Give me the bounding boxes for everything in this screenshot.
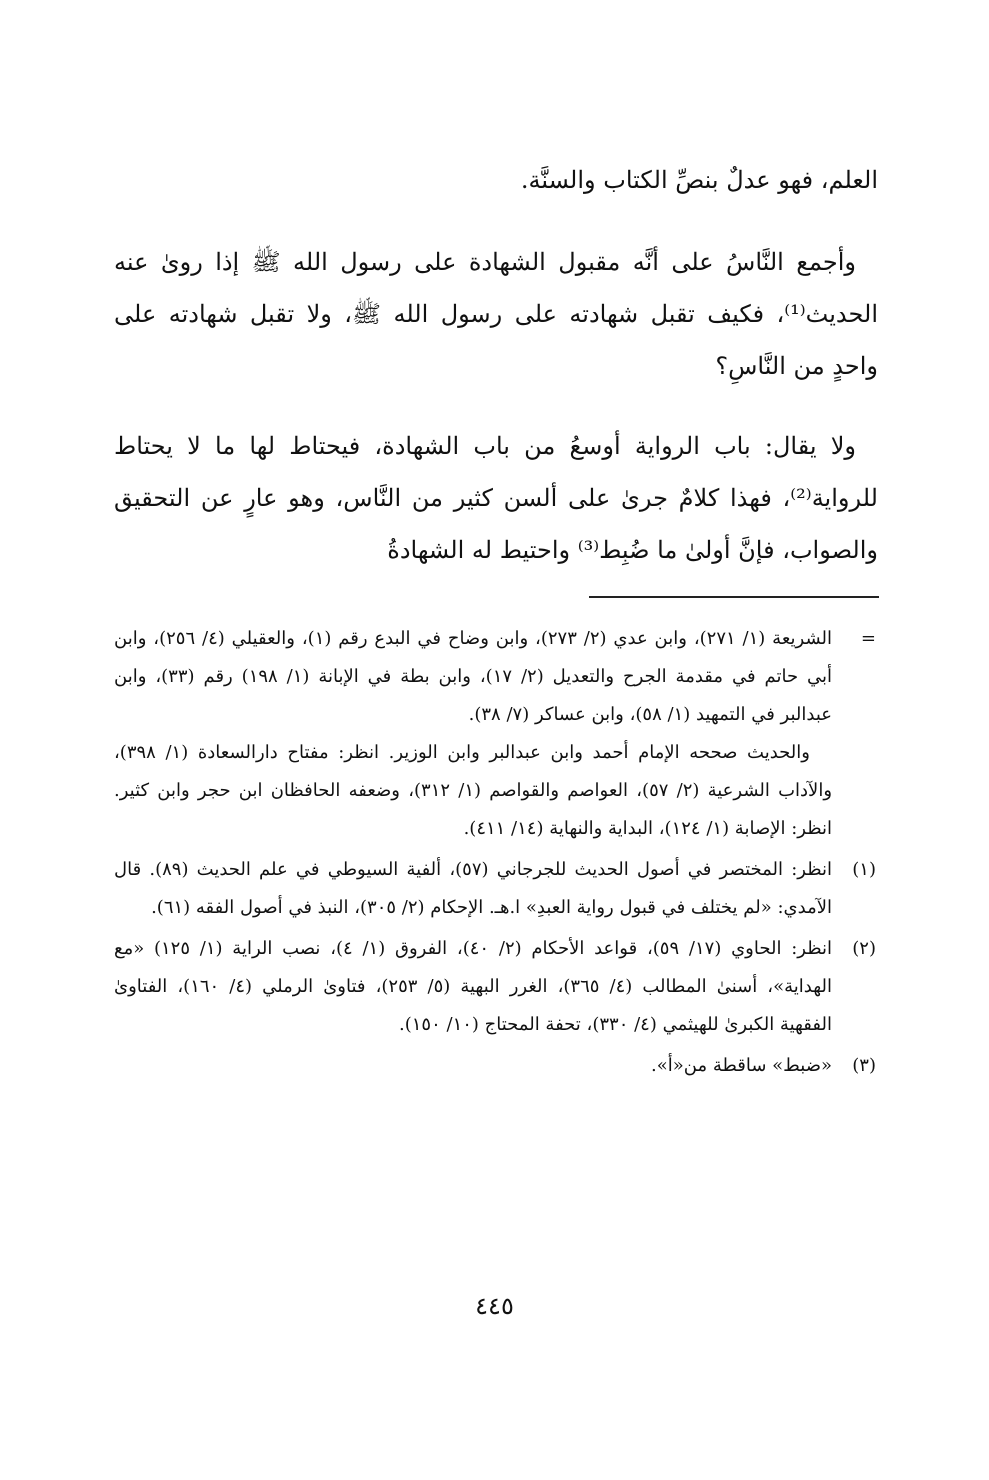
footnote-continuation-paragraph: الشريعة (١/ ٢٧١)، وابن عدي (٢/ ٢٧٣)، وابن وضاح في البدع رقم (١)، والعقيلي (٤/ ٢٥٦)، وابن أبي حاتم في مقدمة الجرح والتعديل (٢/ ١٧)، وابن بطة في الإبانة (١/ ١٩٨) رقم (٣٣)، وابن عبدالبر في التمهيد (١/ ٥٨)، وابن عساكر (٧/ ٣٨). <box>114 628 833 725</box>
continuation-marker: = <box>860 628 876 649</box>
footnote-marker: (٣) <box>852 1055 876 1076</box>
footnote-continuation <box>114 620 876 848</box>
footnote-continuation-paragraph: والحديث صححه الإمام أحمد وابن عبدالبر وابن الوزير. انظر: مفتاح دارالسعادة (١/ ٣٩٨)، والآداب الشرعية (٢/ ٥٧)، العواصم والقواصم (١/ ٣١٢)، وضعفه الحافظان ابن حجر وابن كثير. انظر: الإصابة (١/ ١٢٤)، البداية والنهاية (١٤/ ٤١١). <box>114 742 833 839</box>
footnote-3 <box>114 1047 876 1085</box>
main-paragraph-2 <box>114 236 878 392</box>
footnote-marker: (٢) <box>852 938 876 959</box>
main-paragraph-1 <box>114 154 878 206</box>
footnote-2 <box>114 930 876 1044</box>
footnote-continuation-body <box>114 620 832 848</box>
footnote-1 <box>114 851 876 927</box>
footnotes-section <box>114 620 876 1088</box>
footnote-separator <box>589 596 879 598</box>
page-number: ٤٤٥ <box>475 1292 514 1320</box>
main-paragraph-text: وأجمع النَّاسُ على أنَّه مقبول الشهادة على رسول الله ﷺ إذا روىٰ عنه الحديث⁽¹⁾، فكيف تقبل شهادته على رسول الله ﷺ، ولا تقبل شهادته على واحدٍ من النَّاسِ؟ <box>114 248 878 380</box>
main-paragraph-3 <box>114 420 878 576</box>
footnote-text: انظر: الحاوي (١٧/ ٥٩)، قواعد الأحكام (٢/ ٤٠)، الفروق (١/ ٤)، نصب الراية (١/ ١٢٥) «مع الهداية»، أسنىٰ المطالب (٤/ ٣٦٥)، الغرر البهية (٥/ ٢٥٣)، فتاوىٰ الرملي (٤/ ١٦٠)، الفتاوىٰ الفقهية الكبرىٰ للهيثمي (٤/ ٣٣٠)، تحفة المحتاج (١٠/ ١٥٠). <box>114 938 832 1035</box>
main-paragraph-text: العلم، فهو عدلٌ بنصِّ الكتاب والسنَّة. <box>520 166 878 194</box>
footnote-text: انظر: المختصر في أصول الحديث للجرجاني (٥٧)، ألفية السيوطي في علم الحديث (٨٩). قال الآمدي: «لم يختلف في قبول رواية العبدِ» ا.هـ. الإحكام (٢/ ٣٠٥)، النبذ في أصول الفقه (٦١). <box>114 859 832 918</box>
footnote-text: «ضبط» ساقطة من«أ». <box>651 1055 832 1076</box>
main-paragraph-text: ولا يقال: باب الرواية أوسعُ من باب الشهادة، فيحتاط لها ما لا يحتاط للرواية⁽²⁾، فهذا كلامٌ جرىٰ على ألسن كثير من النَّاس، وهو عارٍ عن التحقيق والصواب، فإنَّ أولىٰ ما ضُبِط⁽³⁾ واحتيط له الشهادةُ <box>114 432 878 564</box>
footnote-marker: (١) <box>852 859 876 880</box>
